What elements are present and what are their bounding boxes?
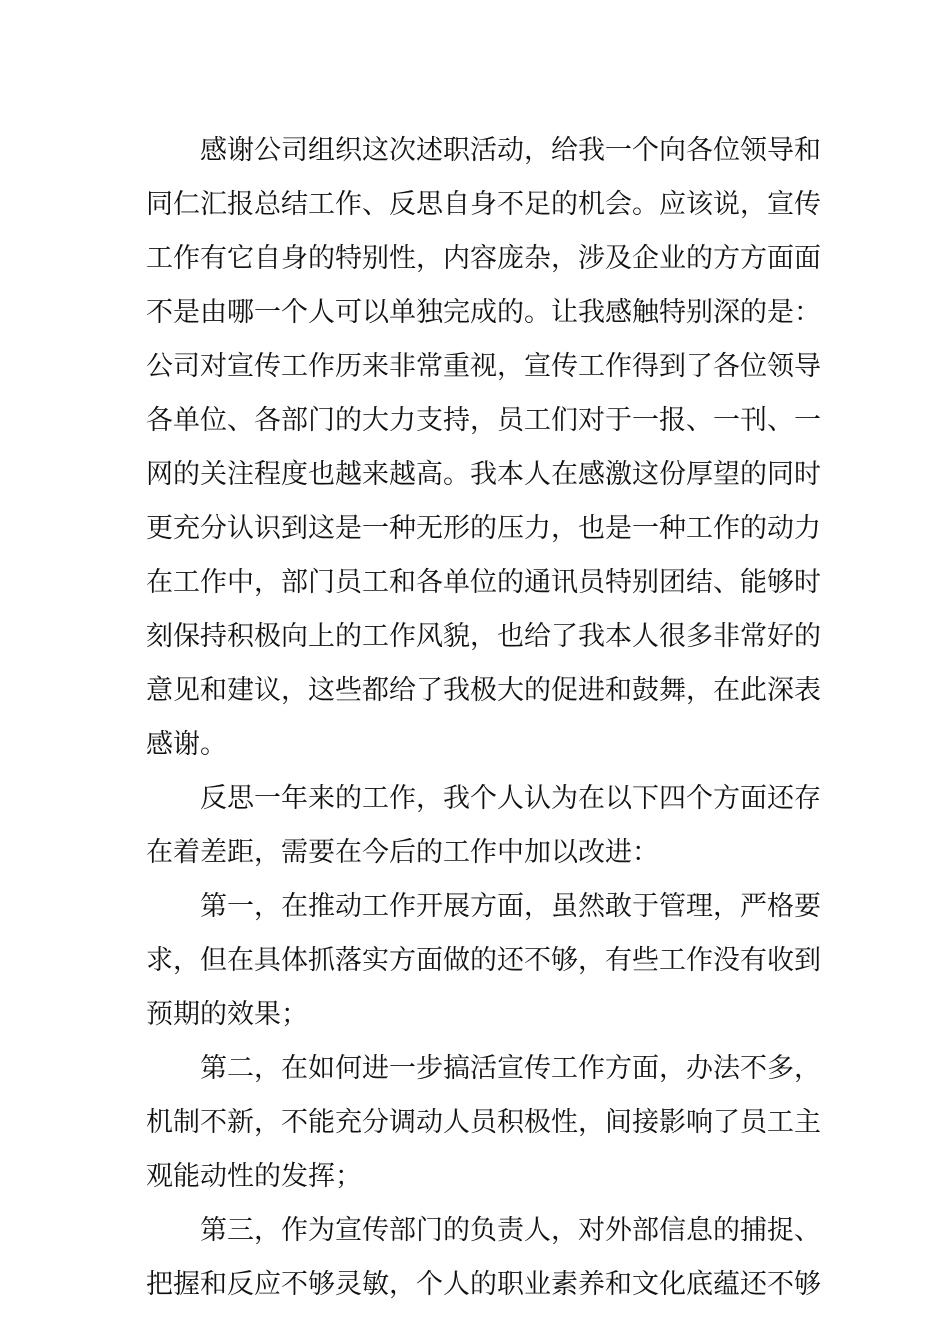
text-line: 观能动性的发挥； <box>146 1161 362 1192</box>
document-body <box>146 124 821 1312</box>
text-line: 反思一年来的工作，我个人认为在以下四个方面还存 <box>146 783 821 814</box>
text-line: 在着差距，需要在今后的工作中加以改进： <box>146 837 659 868</box>
text-line: 机制不新，不能充分调动人员积极性，间接影响了员工主 <box>146 1107 821 1138</box>
text-line: 网的关注程度也越来越高。我本人在感激这份厚望的同时 <box>146 459 821 490</box>
text-line: 刻保持积极向上的工作风貌，也给了我本人很多非常好的 <box>146 621 821 652</box>
text-line: 预期的效果； <box>146 999 308 1030</box>
text-line: 第二，在如何进一步搞活宣传工作方面，办法不多， <box>146 1053 821 1084</box>
text-line: 感谢公司组织这次述职活动，给我一个向各位领导和 <box>146 135 821 166</box>
text-line: 第一，在推动工作开展方面，虽然敢于管理，严格要 <box>146 891 821 922</box>
text-line: 意见和建议，这些都给了我极大的促进和鼓舞，在此深表 <box>146 675 821 706</box>
text-line: 第三，作为宣传部门的负责人，对外部信息的捕捉、 <box>146 1215 821 1246</box>
text-line: 同仁汇报总结工作、反思自身不足的机会。应该说，宣传 <box>146 189 821 220</box>
text-line: 在工作中，部门员工和各单位的通讯员特别团结、能够时 <box>146 567 821 598</box>
text-line: 求，但在具体抓落实方面做的还不够，有些工作没有收到 <box>146 945 821 976</box>
text-line: 公司对宣传工作历来非常重视，宣传工作得到了各位领导 <box>146 351 821 382</box>
text-line: 不是由哪一个人可以单独完成的。让我感触特别深的是： <box>146 297 821 328</box>
text-line: 更充分认识到这是一种无形的压力，也是一种工作的动力 <box>146 513 821 544</box>
text-line: 感谢。 <box>146 729 227 760</box>
text-line: 工作有它自身的特别性，内容庞杂，涉及企业的方方面面 <box>146 243 821 274</box>
text-line: 把握和反应不够灵敏，个人的职业素养和文化底蕴还不够 <box>146 1269 821 1300</box>
text-line: 各单位、各部门的大力支持，员工们对于一报、一刊、一 <box>146 405 821 436</box>
